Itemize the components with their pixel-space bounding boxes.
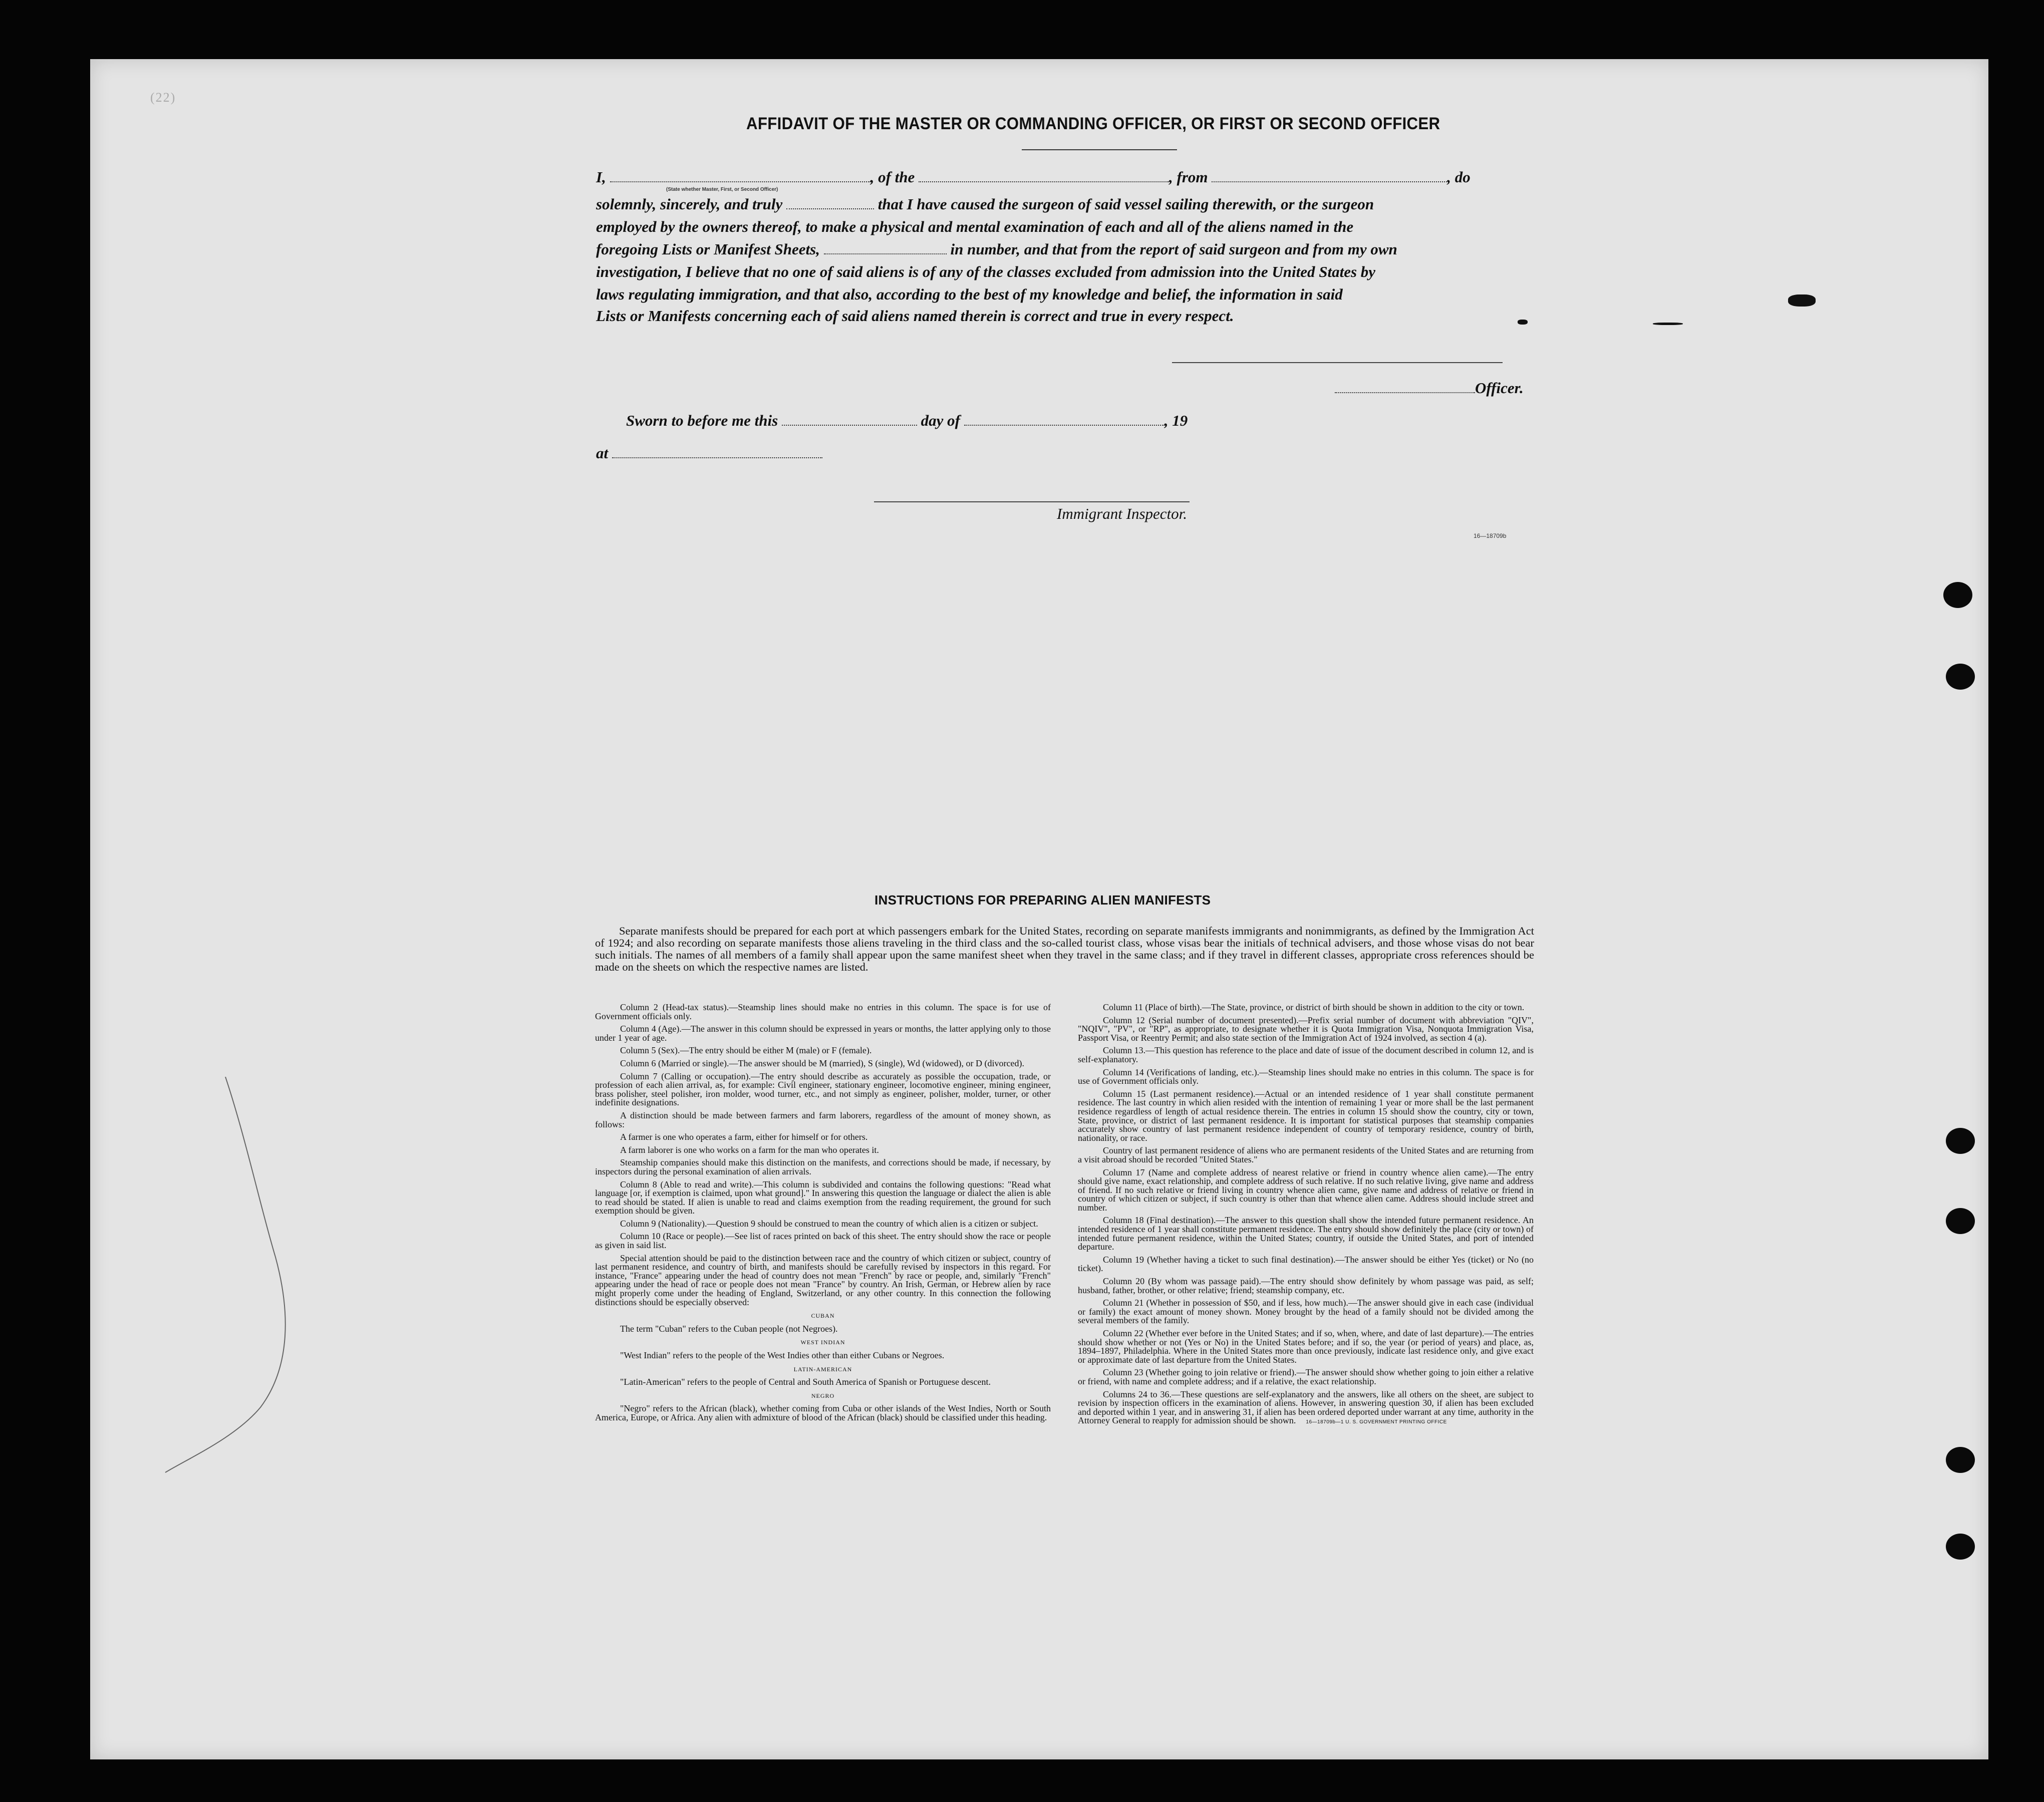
instruction-paragraph: Special attention should be paid to the distinction between race and the country of which citizen or subject, country of last permanent residence, and country of birth, and manifests should be carefully revised by inspectors in this regard. For instance, "France" appearing under the head of country does not mean "French" by race or people, and, similarly "French" appearing under the head of race or people does not mean "France" by country. An Irish, German, or Hebrew alien by race might properly come under the heading of England, Switzerland, or any other country. In this connection the following distinctions should be especially observed: — [595, 1253, 1051, 1307]
instruction-paragraph: Column 8 (Able to read and write).—This column is subdivided and contains the following questions: "Read what language [or, if exemption is claimed, upon what ground]." In answering this question the language or dialect the alien is able to read should be stated. If alien is unable to read and claims exemption from the reading requirement, the ground for such exemption should be given. — [595, 1179, 1051, 1216]
ink-smudge — [1653, 323, 1683, 325]
at-line: at — [596, 444, 822, 462]
instruction-paragraph: A farm laborer is one who works on a farm for the man who operates it. — [620, 1144, 879, 1155]
instruction-paragraph: Column 18 (Final destination).—The answer to this question shall show the intended future permanent residence. An intended residence of 1 year shall constitute permanent residence. The entry should show definitely the place (city or town) of intended future permanent residence, within the United States; country, if outside the United States, and port of intended departure. — [1078, 1215, 1534, 1252]
binder-hole — [1946, 1447, 1975, 1473]
affidavit-line-1: I, , of the , from , do — [596, 168, 1471, 186]
instruction-paragraph: Column 14 (Verifications of landing, etc.).—Steamship lines should make no entries in this column. The space is for use of Government officials only. — [1078, 1067, 1534, 1086]
binder-hole — [1946, 664, 1975, 690]
pencil-scribble — [160, 1077, 321, 1477]
sworn-month-blank — [964, 422, 1164, 426]
affidavit-line-6: laws regulating immigration, and that also, according to the best of my knowledge and belief, the information in said — [596, 285, 1343, 303]
instruction-paragraph: Column 2 (Head-tax status).—Steamship lines should make no entries in this column. The space is for use of Government officials only. — [595, 1002, 1051, 1021]
officer-rank-blank — [610, 178, 870, 182]
instruction-paragraph: Column 7 (Calling or occupation).—The entry should describe as accurately as possible the occupation, trade, or profession of each alien arrival, as, for example: Civil engineer, stationary engineer, locomotive engineer, mining engineer, brass polisher, steel polisher, iron molder, wood turner, etc., and not simply as engineer, polisher, molder, turner, or other indefinite designations. — [595, 1071, 1051, 1108]
instruction-paragraph: A farmer is one who operates a farm, either for himself or for others. — [620, 1132, 868, 1142]
affidavit-line-3: employed by the owners thereof, to make a physical and mental examination of each and all of the aliens named in the — [596, 218, 1354, 235]
affidavit-title: AFFIDAVIT OF THE MASTER OR COMMANDING OFFICER, OR FIRST OR SECOND OFFICER — [746, 114, 1440, 133]
ink-smudge — [1518, 320, 1528, 325]
instruction-paragraph: Column 10 (Race or people).—See list of races printed on back of this sheet. The entry should show the race or people as given in said list. — [595, 1231, 1051, 1251]
number-blank — [824, 250, 947, 254]
ink-smudge — [1788, 294, 1816, 307]
latin-american-heading: LATIN-AMERICAN — [793, 1365, 852, 1373]
cuban-heading: CUBAN — [811, 1312, 835, 1320]
form-number: 16—18709b — [1474, 532, 1507, 539]
place-blank — [612, 454, 822, 458]
binder-hole — [1946, 1534, 1975, 1560]
instruction-paragraph: Steamship companies should make this distinction on the manifests, and corrections should be made, if necessary, by inspectors during the personal examination of alien arrivals. — [595, 1157, 1051, 1176]
negro-heading: NEGRO — [811, 1392, 835, 1399]
vessel-name-blank — [919, 178, 1169, 182]
cuban-paragraph: The term "Cuban" refers to the Cuban people (not Negroes). — [620, 1323, 838, 1334]
signature-line — [1172, 362, 1503, 363]
instruction-paragraph: Column 23 (Whether going to join relative or friend).—The answer should show whether going to join either a relative or friend, with name and complete address; and if a relative, the exact relationship. — [1078, 1367, 1534, 1386]
instruction-paragraph: Column 17 (Name and complete address of nearest relative or friend in country whence alien came).—The entry should give name, exact relationship, and complete address of such relative. If no such relative living, give name and address of friend. If no such relative or friend living in country whence alien came, give name and address of relative or friend in country of which citizen or subject, if such country is other than that whence alien came. Address should include street and number. — [1078, 1167, 1534, 1213]
officer-line: Officer. — [1335, 379, 1524, 397]
rank-note: (State whether Master, First, or Second Officer) — [666, 187, 778, 192]
instruction-paragraph: Country of last permanent residence of aliens who are permanent residents of the United States and are returning from a visit abroad should be recorded "United States." — [1078, 1145, 1534, 1164]
affidavit-line-7: Lists or Manifests concerning each of said aliens named therein is correct and true in every respect. — [596, 307, 1234, 325]
binder-hole — [1943, 582, 1972, 608]
inspector-signature-line — [874, 501, 1190, 502]
instruction-paragraph: Column 22 (Whether ever before in the United States; and if so, when, where, and date of last departure).—The entries should show whether or not (Yes or No) in the United States before; and if so, the year (or period of years) and place, as, 1894–1897, Philadelphia. Where in the United States more than once previously, indicate last residence only, and give exact or approximate date of last departure from the United States. — [1078, 1328, 1534, 1365]
instruction-paragraph: A distinction should be made between farmers and farm laborers, regardless of the amount of money shown, as follows: — [595, 1110, 1051, 1129]
instructions-right-column — [1078, 1003, 1534, 1431]
negro-paragraph: "Negro" refers to the African (black), whether coming from Cuba or other islands of the West Indies, North or South America, Europe, or Africa. Any alien with admixture of blood of the African (black) should be classified under this heading. — [595, 1403, 1051, 1422]
affidavit-line-2: solemnly, sincerely, and truly that I have caused the surgeon of said vessel sailing therewith, or the surgeon — [596, 195, 1374, 213]
port-blank — [1212, 178, 1447, 182]
inspector-label: Immigrant Inspector. — [1057, 505, 1188, 522]
title-underline — [1022, 149, 1177, 150]
printing-office-footer: 16—18709b—1 U. S. GOVERNMENT PRINTING OFFICE — [1306, 1419, 1447, 1425]
west-indian-paragraph: "West Indian" refers to the people of the West Indies other than either Cubans or Negroes. — [620, 1350, 945, 1360]
affidavit-line-5: investigation, I believe that no one of said aliens is of any of the classes excluded from admission into the United States by — [596, 263, 1376, 280]
binder-hole — [1946, 1208, 1975, 1234]
instruction-paragraph: Column 15 (Last permanent residence).—Actual or an intended residence of 1 year shall constitute permanent residence. The last country in which alien resided with the intention of remaining 1 year or more shall be the last permanent residence regardless of length of actual residence therein. The entries in column 15 should show the country, city or town, State, province, or district of last permanent residence. It is important for statistical purposes that steamship companies accurately show country of last permanent residence independent of country of temporary residence, country of birth, nationality, or race. — [1078, 1088, 1534, 1143]
instruction-paragraph: Column 6 (Married or single).—The answer should be M (married), S (single), Wd (widowed), or D (divorced). — [620, 1058, 1024, 1068]
instructions-title: INSTRUCTIONS FOR PREPARING ALIEN MANIFESTS — [874, 892, 1211, 908]
latin-american-paragraph: "Latin-American" refers to the people of Central and South America of Spanish or Portuguese descent. — [620, 1377, 991, 1387]
sworn-line: Sworn to before me this day of , 19 — [626, 412, 1188, 429]
instruction-paragraph: Column 21 (Whether in possession of $50, and if less, how much).—The answer should give in each case (individual or family) the exact amount of money shown. Money brought by the head of a family should not be divided among the several members of the family. — [1078, 1298, 1534, 1326]
instruction-paragraph: Column 9 (Nationality).—Question 9 should be construed to mean the country of which alien is a citizen or subject. — [620, 1218, 1038, 1229]
officer-name-blank — [1335, 389, 1475, 393]
instructions-intro: Separate manifests should be prepared for each port at which passengers embark for the United States, recording on separate manifests immigrants and nonimmigrants, as defined by the Immigration Act of 1924; and also recording on separate manifests those aliens traveling in the third class and the so-called tourist class, whose visas bear the initials of technical advisers, and those whose visas do not bear such initials. The names of all members of a family shall appear upon the same manifest sheet when they travel in the same class; and if they travel in different classes, appropriate cross references should be made on the sheets on which the respective names are listed. — [595, 925, 1534, 973]
corner-mark: (22) — [150, 90, 176, 105]
instruction-paragraph: Column 20 (By whom was passage paid).—The entry should show definitely by whom passage was paid, as self; husband, father, brother, or other relative; friend; steamship company, etc. — [1078, 1276, 1534, 1295]
instruction-paragraph: Column 19 (Whether having a ticket to such final destination).—The answer should be either Yes (ticket) or No (no ticket). — [1078, 1254, 1534, 1274]
instruction-paragraph: Column 11 (Place of birth).—The State, province, or district of birth should be shown in addition to the city or town. — [1103, 1002, 1525, 1012]
west-indian-heading: WEST INDIAN — [800, 1339, 845, 1346]
instructions-left-column — [595, 1003, 1051, 1426]
oath-blank — [786, 205, 874, 209]
instruction-paragraph: Column 4 (Age).—The answer in this column should be expressed in years or months, the latter applying only to those under 1 year of age. — [595, 1024, 1051, 1043]
binder-hole — [1946, 1128, 1975, 1154]
instruction-paragraph: Column 5 (Sex).—The entry should be either M (male) or F (female). — [620, 1045, 872, 1056]
instruction-paragraph: Column 12 (Serial number of document presented).—Prefix serial number of document with abbreviation "QIV", "NQIV", "PV", or "RP", as appropriate, to designate whether it is Quota Immigration Visa, Nonquota Immigration Visa, Passport Visa, or Reentry Permit; and also state section of the Immigration Act of 1924 involved, as section 4 (a). — [1078, 1015, 1534, 1043]
instruction-paragraph: Column 13.—This question has reference to the place and date of issue of the document described in column 12, and is self-explanatory. — [1078, 1045, 1534, 1064]
sworn-day-blank — [782, 422, 917, 426]
instruction-paragraph: Columns 24 to 36.—These questions are self-explanatory and the answers, like all others on the sheet, are subject to revision by inspection officers in the examination of aliens. However, in answering question 30, if alien has been excluded and deported within 1 year, and in answering 31, if alien has been ordered deported under warrant at any time, authority in the Attorney General to reapply for admission should be shown. 16—18709b—1 U. S. GOVERNMENT PRINTING OFFICE — [1078, 1389, 1534, 1426]
affidavit-line-4: foregoing Lists or Manifest Sheets, in number, and that from the report of said surgeon and from my own — [596, 240, 1397, 258]
